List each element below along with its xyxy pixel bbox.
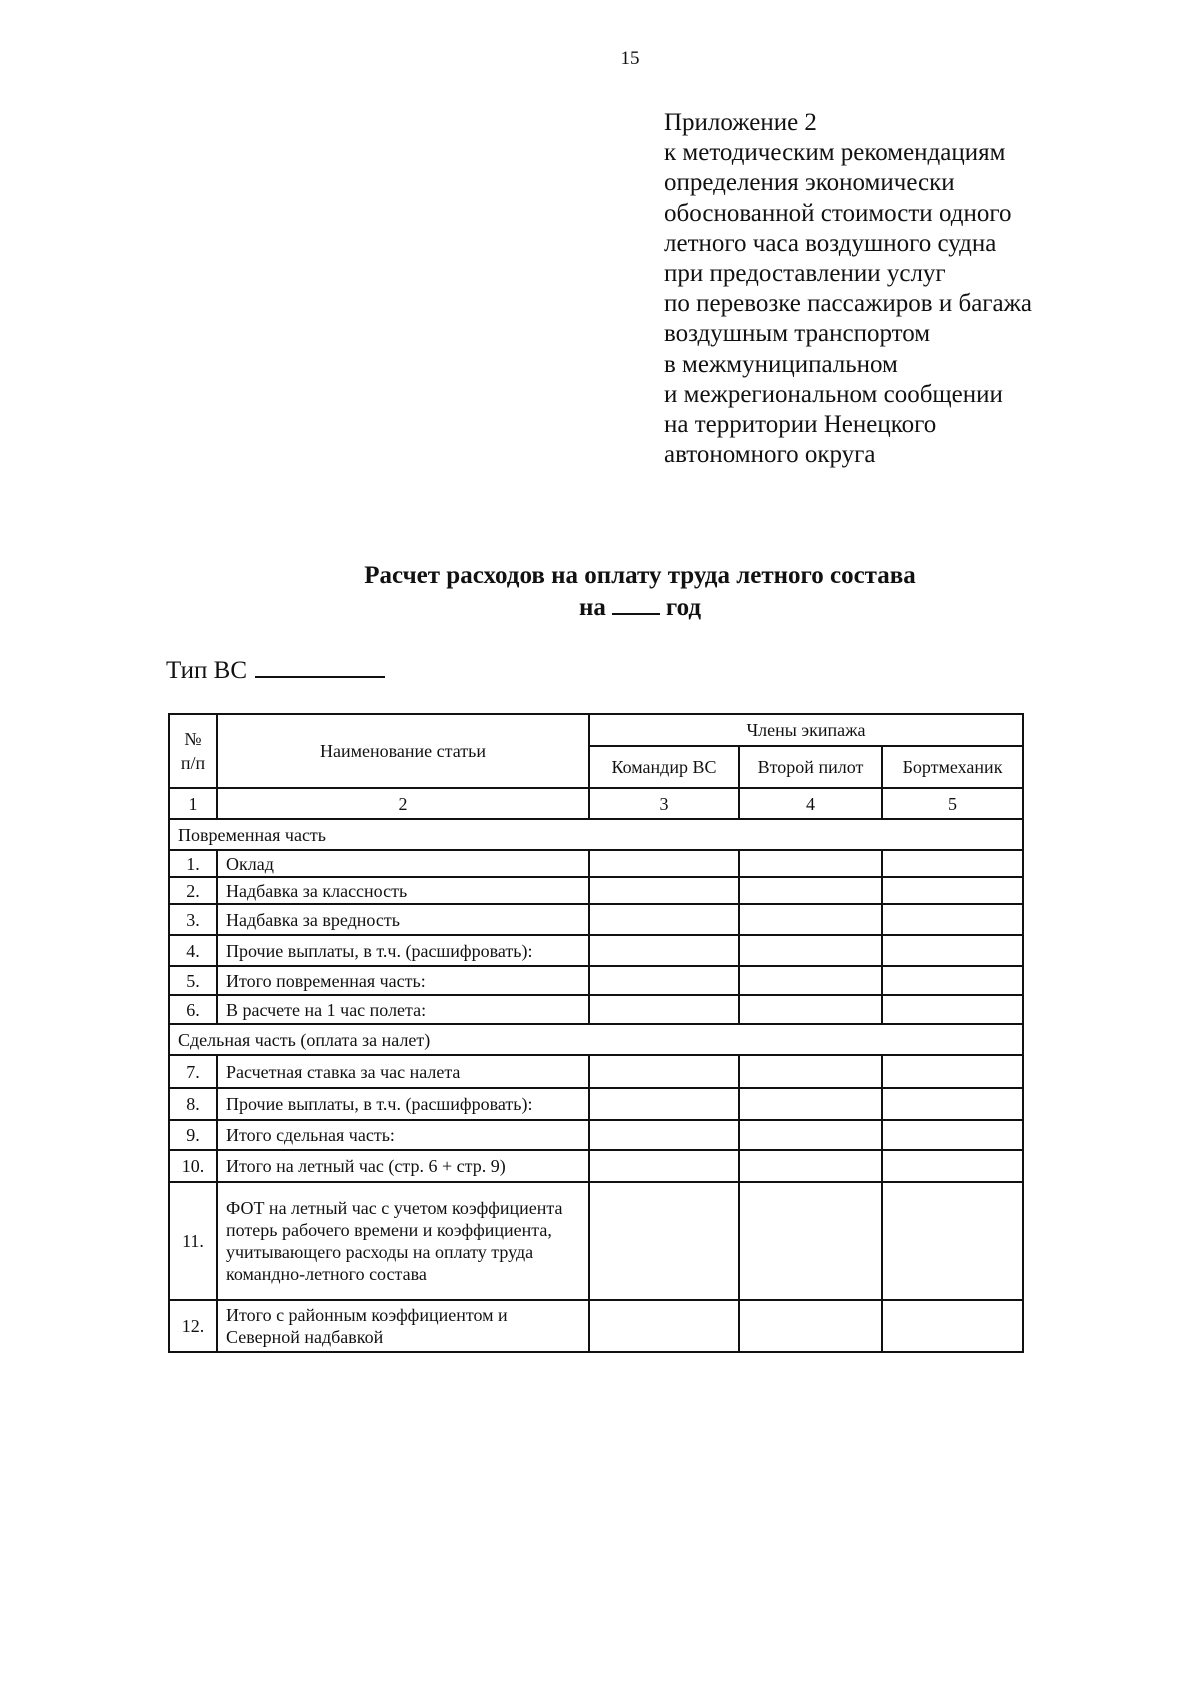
cell-commander[interactable] (589, 1150, 739, 1182)
appendix-line: летного часа воздушного судна (664, 229, 997, 257)
row-name: В расчете на 1 час полета: (217, 995, 589, 1024)
crew-pay-table (168, 713, 1024, 1353)
appendix-line: обоснованной стоимости одного (664, 199, 1012, 227)
appendix-line: автономного округа (664, 441, 876, 469)
column-number: 3 (589, 788, 739, 819)
row-name: Итого на летный час (стр. 6 + стр. 9) (217, 1150, 589, 1182)
cell-commander[interactable] (589, 1055, 739, 1088)
appendix-line: по перевозке пассажиров и багажа (664, 290, 1033, 318)
cell-commander[interactable] (589, 1182, 739, 1300)
table-row (169, 935, 1023, 966)
table-row (169, 877, 1023, 904)
row-name: Прочие выплаты, в т.ч. (расшифровать): (217, 1088, 589, 1120)
table-row (169, 1055, 1023, 1088)
table-row (169, 904, 1023, 935)
column-number: 2 (217, 788, 589, 819)
cell-copilot[interactable] (739, 1055, 882, 1088)
row-name: Надбавка за вредность (217, 904, 589, 935)
row-number: 10. (169, 1150, 217, 1182)
title-line-2 (0, 592, 1200, 624)
section-title: Повременная часть (169, 819, 1023, 850)
appendix-line: определения экономически (664, 169, 955, 197)
cell-commander[interactable] (589, 904, 739, 935)
table-header-row (169, 714, 1023, 746)
cell-engineer[interactable] (882, 1182, 1023, 1300)
cell-copilot[interactable] (739, 1150, 882, 1182)
table-row (169, 850, 1023, 877)
cell-commander[interactable] (589, 1120, 739, 1150)
row-number: 4. (169, 935, 217, 966)
row-name: Расчетная ставка за час налета (217, 1055, 589, 1088)
cell-commander[interactable] (589, 1088, 739, 1120)
table-row (169, 1088, 1023, 1120)
page-number: 15 (620, 48, 640, 69)
table-row (169, 966, 1023, 995)
appendix-line: на территории Ненецкого (664, 411, 937, 439)
section-row (169, 1024, 1023, 1055)
cell-engineer[interactable] (882, 935, 1023, 966)
row-name: Надбавка за классность (217, 877, 589, 904)
cell-engineer[interactable] (882, 904, 1023, 935)
cell-copilot[interactable] (739, 995, 882, 1024)
row-name: Итого с районным коэффициентом и Северной надбавкой (217, 1300, 589, 1352)
document-title (0, 560, 1200, 624)
aircraft-type-line (166, 652, 385, 685)
table-row (169, 995, 1023, 1024)
column-number: 1 (169, 788, 217, 819)
title-year-prefix: на (578, 594, 606, 621)
row-number: 8. (169, 1088, 217, 1120)
appendix-line: в межмуниципальном (664, 350, 898, 378)
aircraft-type-label: Тип ВС (166, 657, 248, 684)
cell-copilot[interactable] (739, 966, 882, 995)
table-row (169, 1150, 1023, 1182)
table-row (169, 1300, 1023, 1352)
cell-commander[interactable] (589, 1300, 739, 1352)
row-name: ФОТ на летный час с учетом коэффициента потерь рабочего времени и коэффициента, учитывающего расходы на оплату труда командно-летного состава (217, 1182, 589, 1300)
cell-engineer[interactable] (882, 877, 1023, 904)
header-num-abbr: п/п (180, 753, 206, 773)
table-row (169, 1120, 1023, 1150)
column-number-row (169, 788, 1023, 819)
cell-engineer[interactable] (882, 1300, 1023, 1352)
aircraft-type-blank-field[interactable] (255, 652, 385, 678)
title-year-suffix: год (665, 594, 702, 621)
appendix-line: Приложение 2 (664, 109, 817, 136)
header-num-cell (169, 714, 217, 788)
row-number: 2. (169, 877, 217, 904)
row-number: 12. (169, 1300, 217, 1352)
row-number: 7. (169, 1055, 217, 1088)
appendix-header (664, 108, 1084, 470)
cell-engineer[interactable] (882, 1120, 1023, 1150)
appendix-line: к методическим рекомендациям (664, 139, 1006, 167)
cell-copilot[interactable] (739, 935, 882, 966)
cell-commander[interactable] (589, 877, 739, 904)
row-number: 1. (169, 850, 217, 877)
cell-commander[interactable] (589, 850, 739, 877)
appendix-line: и межрегиональном сообщении (664, 380, 1003, 408)
row-number: 6. (169, 995, 217, 1024)
header-crew-copilot: Второй пилот (739, 746, 882, 788)
cell-engineer[interactable] (882, 1150, 1023, 1182)
cell-engineer[interactable] (882, 850, 1023, 877)
cell-engineer[interactable] (882, 995, 1023, 1024)
cell-copilot[interactable] (739, 850, 882, 877)
row-number: 11. (169, 1182, 217, 1300)
cell-engineer[interactable] (882, 966, 1023, 995)
row-number: 9. (169, 1120, 217, 1150)
cell-copilot[interactable] (739, 904, 882, 935)
section-title: Сдельная часть (оплата за налет) (169, 1024, 1023, 1055)
header-crew-commander: Командир ВС (589, 746, 739, 788)
header-crew-engineer: Бортмеханик (882, 746, 1023, 788)
cell-copilot[interactable] (739, 1088, 882, 1120)
cell-copilot[interactable] (739, 877, 882, 904)
row-name: Прочие выплаты, в т.ч. (расшифровать): (217, 935, 589, 966)
row-number: 5. (169, 966, 217, 995)
cell-copilot[interactable] (739, 1120, 882, 1150)
cell-engineer[interactable] (882, 1088, 1023, 1120)
year-blank-field[interactable] (612, 613, 660, 615)
column-number: 4 (739, 788, 882, 819)
cell-copilot[interactable] (739, 1300, 882, 1352)
header-num-symbol: № (184, 729, 202, 749)
cell-commander[interactable] (589, 995, 739, 1024)
table-row (169, 1182, 1023, 1300)
column-number: 5 (882, 788, 1023, 819)
cell-commander[interactable] (589, 966, 739, 995)
row-name: Оклад (217, 850, 589, 877)
row-name: Итого повременная часть: (217, 966, 589, 995)
header-item-name: Наименование статьи (217, 714, 589, 788)
cell-engineer[interactable] (882, 1055, 1023, 1088)
cell-commander[interactable] (589, 935, 739, 966)
title-line-1: Расчет расходов на оплату труда летного состава (364, 562, 916, 589)
section-row (169, 819, 1023, 850)
cell-copilot[interactable] (739, 1182, 882, 1300)
appendix-line: воздушным транспортом (664, 320, 931, 348)
row-name: Итого сдельная часть: (217, 1120, 589, 1150)
row-number: 3. (169, 904, 217, 935)
appendix-line: при предоставлении услуг (664, 260, 946, 288)
header-crew-group: Члены экипажа (589, 714, 1023, 746)
